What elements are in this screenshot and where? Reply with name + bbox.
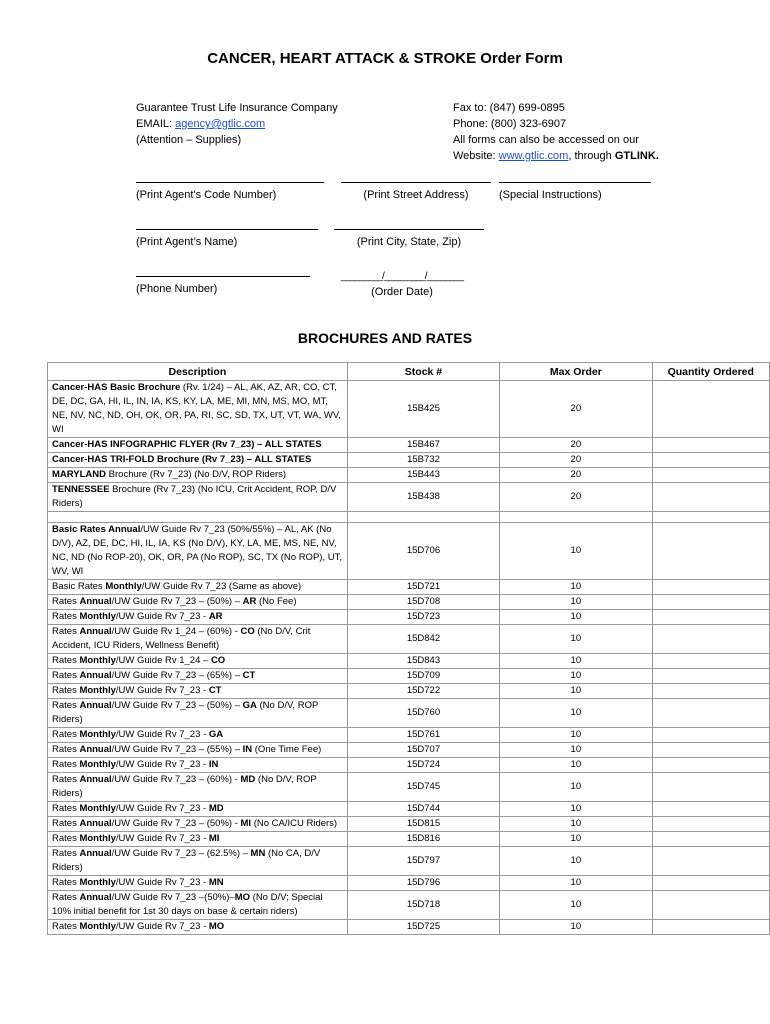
stock-cell: 15B438	[347, 483, 499, 512]
stock-cell: 15D709	[347, 669, 499, 684]
fax-number: Fax to: (847) 699-0895	[453, 102, 565, 114]
max-order-cell: 10	[500, 817, 652, 832]
description-cell: Basic Rates Monthly/UW Guide Rv 7_23 (Same as above)	[48, 580, 348, 595]
quantity-input-cell[interactable]	[652, 684, 770, 699]
stock-cell: 15D760	[347, 699, 499, 728]
table-row	[48, 728, 770, 743]
max-order-cell: 10	[500, 802, 652, 817]
max-order-cell: 10	[500, 847, 652, 876]
max-order-cell: 10	[500, 523, 652, 580]
table-row	[48, 580, 770, 595]
table-row	[48, 699, 770, 728]
max-order-cell: 20	[500, 483, 652, 512]
section-title: BROCHURES AND RATES	[297, 330, 473, 346]
quantity-input-cell[interactable]	[652, 438, 770, 453]
stock-cell: 15D796	[347, 876, 499, 891]
description-cell: Rates Annual/UW Guide Rv 7_23 – (50%) – GA (No D/V, ROP Riders)	[48, 699, 348, 728]
quantity-input-cell[interactable]	[652, 483, 770, 512]
max-order-cell: 20	[500, 468, 652, 483]
quantity-input-cell[interactable]	[652, 523, 770, 580]
quantity-input-cell[interactable]	[652, 654, 770, 669]
table-row	[48, 684, 770, 699]
stock-cell: 15B425	[347, 381, 499, 438]
table-row	[48, 610, 770, 625]
email-line: EMAIL: agency@gtlic.com	[136, 118, 266, 130]
header-stock: Stock #	[347, 363, 499, 381]
stock-cell: 15D843	[347, 654, 499, 669]
quantity-input-cell[interactable]	[652, 468, 770, 483]
company-name: Guarantee Trust Life Insurance Company	[136, 102, 338, 114]
stock-cell: 15D707	[347, 743, 499, 758]
table-row	[48, 669, 770, 684]
stock-cell: 15D708	[347, 595, 499, 610]
quantity-input-cell[interactable]	[652, 773, 770, 802]
description-cell: Cancer-HAS Basic Brochure (Rv. 1/24) – AL, AK, AZ, AR, CO, CT, DE, DC, GA, HI, IL, IN, IA, KS, KY, LA, ME, MI, MN, MS, MO, MT, NE, NV, NC, ND, OH, OK, OR, PA, RI, SC, SD, TX, UT, VT, WA, WV, WI	[48, 381, 348, 438]
date-slashes: _________/_________/________	[340, 271, 464, 282]
order-date-field[interactable]: _________/_________/________ (Order Date)	[326, 271, 478, 298]
table-row	[48, 876, 770, 891]
quantity-input-cell[interactable]	[652, 743, 770, 758]
max-order-cell: 10	[500, 625, 652, 654]
stock-cell: 15D745	[347, 773, 499, 802]
max-order-cell: 10	[500, 743, 652, 758]
street-address-field[interactable]: (Print Street Address)	[341, 182, 491, 201]
max-order-cell: 10	[500, 699, 652, 728]
form-title: CANCER, HEART ATTACK & STROKE Order Form	[207, 50, 563, 67]
stock-cell: 15D815	[347, 817, 499, 832]
quantity-input-cell[interactable]	[652, 595, 770, 610]
description-cell: Rates Monthly/UW Guide Rv 7_23 - MD	[48, 802, 348, 817]
phone-field[interactable]: (Phone Number)	[136, 276, 310, 295]
max-order-cell: 10	[500, 920, 652, 935]
stock-cell: 15D718	[347, 891, 499, 920]
quantity-input-cell[interactable]	[652, 610, 770, 625]
description-cell: Rates Monthly/UW Guide Rv 7_23 - MI	[48, 832, 348, 847]
header-max-order: Max Order	[500, 363, 652, 381]
quantity-input-cell[interactable]	[652, 891, 770, 920]
description-cell: Rates Annual/UW Guide Rv 7_23 –(50%)–MO (No D/V; Special 10% initial benefit for 1st 30 days on base & certain riders)	[48, 891, 348, 920]
max-order-cell: 10	[500, 684, 652, 699]
quantity-input-cell[interactable]	[652, 817, 770, 832]
max-order-cell: 10	[500, 891, 652, 920]
stock-cell: 15D724	[347, 758, 499, 773]
max-order-cell: 10	[500, 728, 652, 743]
description-cell: Rates Annual/UW Guide Rv 7_23 – (62.5%) – MN (No CA, D/V Riders)	[48, 847, 348, 876]
contact-info	[453, 100, 659, 164]
attention-note: (Attention – Supplies)	[136, 134, 242, 146]
description-cell: Rates Annual/UW Guide Rv 7_23 – (55%) – IN (One Time Fee)	[48, 743, 348, 758]
description-cell: Cancer-HAS TRI-FOLD Brochure (Rv 7_23) – ALL STATES	[48, 453, 348, 468]
description-cell: Rates Monthly/UW Guide Rv 7_23 - MN	[48, 876, 348, 891]
stock-cell: 15D797	[347, 847, 499, 876]
description-cell: Basic Rates Annual/UW Guide Rv 7_23 (50%/55%) – AL, AK (No D/V), AZ, DE, DC, HI, IL, IA, KS (No D/V), KY, LA, ME, MS, NE, NV, NC, ND (No ROP-20), OK, OR, PA (No ROP), SC, TX (No ROP), UT, WV, WI	[48, 523, 348, 580]
stock-cell: 15D723	[347, 610, 499, 625]
stock-cell: 15B467	[347, 438, 499, 453]
table-row	[48, 773, 770, 802]
max-order-cell: 20	[500, 438, 652, 453]
quantity-input-cell[interactable]	[652, 832, 770, 847]
table-header-row	[48, 363, 770, 381]
stock-cell: 15B732	[347, 453, 499, 468]
stock-cell: 15D721	[347, 580, 499, 595]
table-row	[48, 595, 770, 610]
description-cell: Rates Annual/UW Guide Rv 7_23 – (60%) - MD (No D/V, ROP Riders)	[48, 773, 348, 802]
table-row	[48, 802, 770, 817]
max-order-cell: 20	[500, 381, 652, 438]
description-cell: Rates Annual/UW Guide Rv 7_23 – (50%) – AR (No Fee)	[48, 595, 348, 610]
quantity-input-cell[interactable]	[652, 580, 770, 595]
rates-table	[47, 362, 770, 935]
table-row	[48, 832, 770, 847]
stock-cell: 15B443	[347, 468, 499, 483]
table-row	[48, 453, 770, 468]
description-cell: Rates Annual/UW Guide Rv 7_23 – (50%) - MI (No CA/ICU Riders)	[48, 817, 348, 832]
stock-cell: 15D725	[347, 920, 499, 935]
description-cell: TENNESSEE Brochure (Rv 7_23) (No ICU, Crit Accident, ROP, D/V Riders)	[48, 483, 348, 512]
table-row	[48, 847, 770, 876]
stock-cell: 15D842	[347, 625, 499, 654]
max-order-cell: 10	[500, 669, 652, 684]
max-order-cell: 10	[500, 832, 652, 847]
table-row	[48, 654, 770, 669]
stock-cell: 15D722	[347, 684, 499, 699]
quantity-input-cell[interactable]	[652, 699, 770, 728]
website-line: Website: www.gtlic.com, through GTLINK.	[453, 150, 659, 162]
max-order-cell: 10	[500, 758, 652, 773]
email-link[interactable]: agency@gtlic.com	[175, 118, 266, 130]
description-cell: Cancer-HAS INFOGRAPHIC FLYER (Rv 7_23) – ALL STATES	[48, 438, 348, 453]
max-order-cell: 20	[500, 453, 652, 468]
quantity-input-cell[interactable]	[652, 669, 770, 684]
max-order-cell: 10	[500, 595, 652, 610]
gtlink-label: GTLINK.	[614, 150, 659, 162]
stock-cell: 15D761	[347, 728, 499, 743]
description-cell: Rates Annual/UW Guide Rv 1_24 – (60%) - CO (No D/V, Crit Accident, ICU Riders, Wellness Benefit)	[48, 625, 348, 654]
table-row	[48, 743, 770, 758]
company-info	[136, 100, 338, 148]
quantity-input-cell[interactable]	[652, 728, 770, 743]
description-cell: Rates Monthly/UW Guide Rv 7_23 - AR	[48, 610, 348, 625]
stock-cell: 15D816	[347, 832, 499, 847]
description-cell: MARYLAND Brochure (Rv 7_23) (No D/V, ROP Riders)	[48, 468, 348, 483]
table-row	[48, 483, 770, 512]
max-order-cell: 10	[500, 773, 652, 802]
table-row	[48, 438, 770, 453]
quantity-input-cell[interactable]	[652, 802, 770, 817]
quantity-input-cell[interactable]	[652, 758, 770, 773]
description-cell: Rates Monthly/UW Guide Rv 7_23 - CT	[48, 684, 348, 699]
phone-number: Phone: (800) 323-6907	[453, 118, 567, 130]
description-cell: Rates Monthly/UW Guide Rv 1_24 – CO	[48, 654, 348, 669]
forms-note: All forms can also be accessed on our	[453, 134, 639, 146]
description-cell: Rates Monthly/UW Guide Rv 7_23 - GA	[48, 728, 348, 743]
max-order-cell: 10	[500, 654, 652, 669]
max-order-cell: 10	[500, 876, 652, 891]
stock-cell: 15D706	[347, 523, 499, 580]
description-cell: Rates Monthly/UW Guide Rv 7_23 - MO	[48, 920, 348, 935]
description-cell: Rates Annual/UW Guide Rv 7_23 – (65%) – CT	[48, 669, 348, 684]
quantity-input-cell[interactable]	[652, 453, 770, 468]
quantity-input-cell[interactable]	[652, 381, 770, 438]
table-row	[48, 891, 770, 920]
stock-cell: 15D744	[347, 802, 499, 817]
table-spacer-row	[48, 512, 770, 523]
agent-name-field[interactable]: (Print Agent’s Name)	[136, 229, 318, 248]
table-row	[48, 625, 770, 654]
quantity-input-cell[interactable]	[652, 847, 770, 876]
table-row	[48, 758, 770, 773]
table-row	[48, 381, 770, 438]
table-row	[48, 523, 770, 580]
header-quantity: Quantity Ordered	[652, 363, 770, 381]
table-row	[48, 817, 770, 832]
special-instructions-field[interactable]: (Special Instructions)	[499, 182, 651, 201]
table-row	[48, 920, 770, 935]
website-link[interactable]: www.gtlic.com	[498, 150, 569, 162]
max-order-cell: 10	[500, 610, 652, 625]
quantity-input-cell[interactable]	[652, 876, 770, 891]
quantity-input-cell[interactable]	[652, 920, 770, 935]
header-description: Description	[48, 363, 348, 381]
quantity-input-cell[interactable]	[652, 625, 770, 654]
city-state-zip-field[interactable]: (Print City, State, Zip)	[334, 229, 484, 248]
max-order-cell: 10	[500, 580, 652, 595]
agent-code-field[interactable]: (Print Agent's Code Number)	[136, 182, 324, 201]
table-row	[48, 468, 770, 483]
description-cell: Rates Monthly/UW Guide Rv 7_23 - IN	[48, 758, 348, 773]
